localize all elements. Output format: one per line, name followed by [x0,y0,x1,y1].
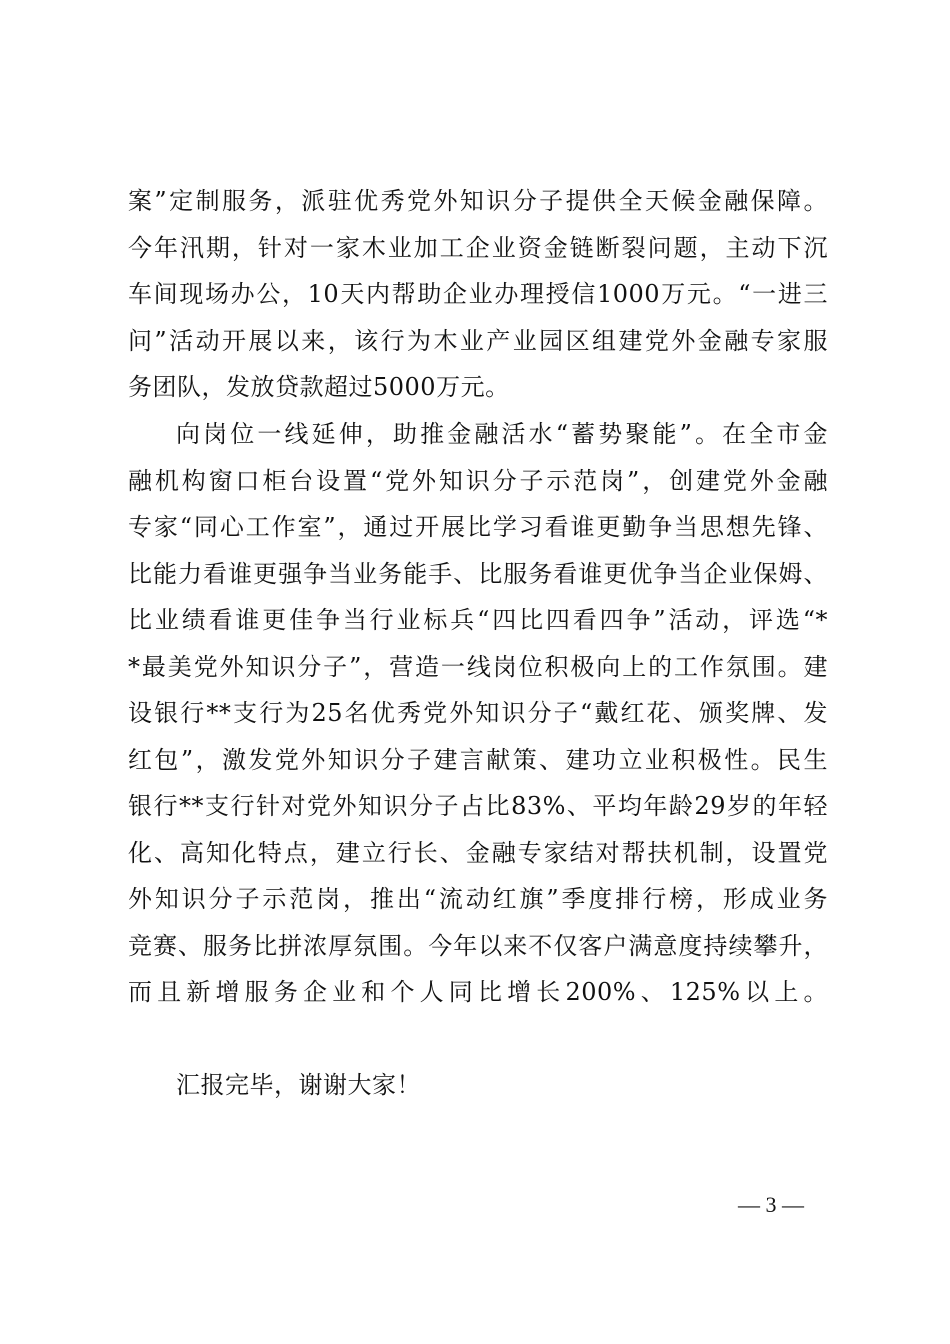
paragraph-line: 问”活动开展以来，该行为木业产业园区组建党外金融专家服 [128,326,828,355]
paragraph-2 [128,411,828,1062]
paragraph-line: 比能力看谁更强争当业务能手、比服务看谁更优争当企业保姆、 [128,559,828,588]
paragraph-line: 专家“同心工作室”，通过开展比学习看谁更勤争当思想先锋、 [128,513,828,541]
paragraph-3 [128,1062,828,1109]
paragraph-line: 向岗位一线延伸，助推金融活水“蓄势聚能”。在全市金 [176,420,828,448]
paragraph-line: 比业绩看谁更佳争当行业标兵“四比四看四争”活动，评选“* [128,606,828,634]
paragraph-1 [128,178,828,411]
paragraph-line: 案”定制服务，派驻优秀党外知识分子提供全天候金融保障。 [128,187,828,215]
paragraph-line: 化、高知化特点，建立行长、金融专家结对帮扶机制，设置党 [128,838,828,867]
paragraph-line: 而且新增服务企业和个人同比增长200%、125%以上。 [128,978,828,1006]
paragraph-line: 红包”，激发党外知识分子建言献策、建功立业积极性。民生 [128,745,828,774]
paragraph-line: 车间现场办公，10天内帮助企业办理授信1000万元。“一进三 [128,280,828,308]
paragraph-line: 设银行**支行为25名优秀党外知识分子“戴红花、颁奖牌、发 [128,699,828,727]
paragraph-line [128,1016,828,1063]
page-number: — 3 — [738,1192,804,1217]
paragraph-line: *最美党外知识分子”，营造一线岗位积极向上的工作氛围。建 [128,652,828,681]
paragraph-line: 今年汛期，针对一家木业加工企业资金链断裂问题，主动下沉 [128,233,828,262]
paragraph-line: 汇报完毕，谢谢大家！ [176,1071,421,1099]
paragraph-line: 竞赛、服务比拼浓厚氛围。今年以来不仅客户满意度持续攀升， [128,931,828,960]
paragraph-line: 融机构窗口柜台设置“党外知识分子示范岗”，创建党外金融 [128,466,828,495]
paragraph-line: 银行**支行针对党外知识分子占比83%、平均年龄29岁的年轻 [128,792,828,820]
paragraph-line: 务团队，发放贷款超过5000万元。 [128,373,510,401]
paragraph-line: 外知识分子示范岗，推出“流动红旗”季度排行榜，形成业务 [128,885,828,913]
